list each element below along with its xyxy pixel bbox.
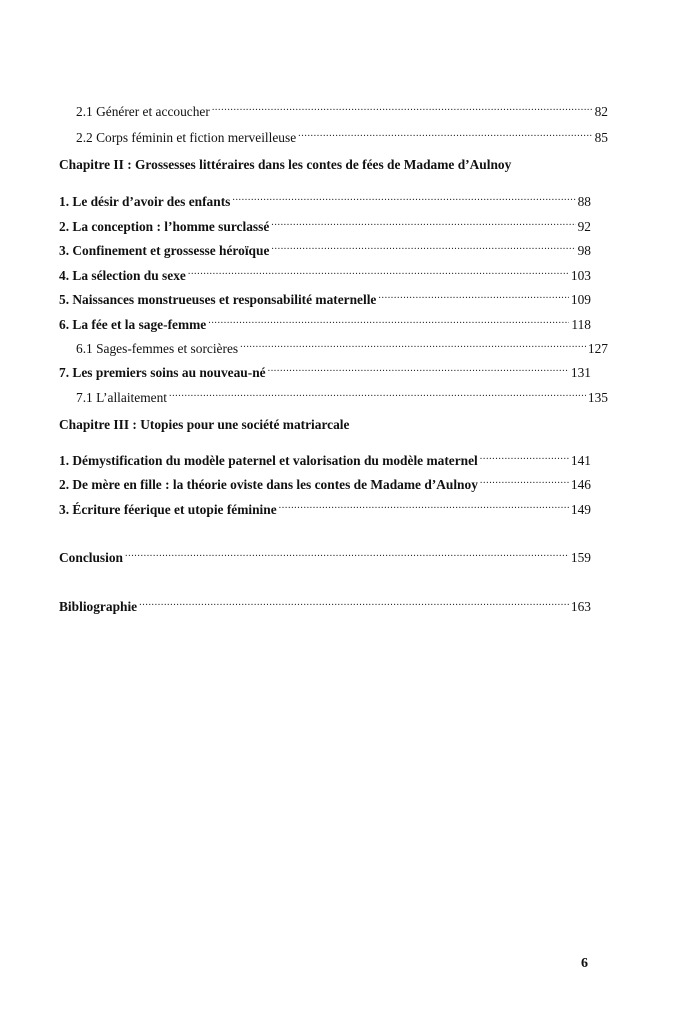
toc-entry-page: 92 [577,219,591,234]
dot-leader [298,126,592,142]
toc-entry-page: 82 [594,104,608,119]
toc-entry-page: 85 [594,130,608,145]
chapter-heading: Chapitre III : Utopies pour une société matriarcale [59,417,350,432]
toc-entry-title: 1. Démystification du modèle paternel et valorisation du modèle maternel [59,453,478,468]
toc-entry-title: 4. La sélection du sexe [59,268,186,283]
toc-entry-title: 2.2 Corps féminin et fiction merveilleuse [76,130,297,145]
toc-entry-page: 127 [587,341,608,356]
toc-entry-title: Bibliographie [59,599,138,614]
toc-entry[interactable] [59,264,591,283]
toc-entry-conclusion[interactable] [59,546,591,565]
toc-entry[interactable] [59,498,591,517]
dot-leader [271,239,575,255]
dot-leader [271,215,575,231]
dot-leader [169,386,586,402]
toc-entry[interactable] [59,100,608,119]
toc-entry-page: 109 [570,292,591,307]
dot-leader [208,313,569,329]
toc-entry-title: 3. Confinement et grossesse héroïque [59,243,270,258]
dot-leader [480,449,569,465]
toc-entry[interactable] [59,126,608,145]
toc-entry[interactable] [59,386,608,405]
toc-entry-page: 103 [570,268,591,283]
toc-entry-page: 146 [570,477,591,492]
dot-leader [268,361,569,377]
dot-leader [232,190,575,206]
toc-entry[interactable] [59,473,591,492]
toc-entry-title: 7. Les premiers soins au nouveau-né [59,365,266,380]
dot-leader [240,337,586,353]
toc-entry-title: 3. Écriture féerique et utopie féminine [59,502,277,517]
dot-leader [139,595,569,611]
toc-entry-page: 98 [577,243,591,258]
toc-entry[interactable] [59,313,591,332]
dot-leader [480,473,569,489]
page-number: 6 [581,956,588,971]
toc-entry-page: 149 [570,502,591,517]
toc-entry-title: 7.1 L’allaitement [76,390,167,405]
toc-entry-title: 6.1 Sages-femmes et sorcières [76,341,239,356]
toc-entry-title: Conclusion [59,550,123,565]
dot-leader [188,264,569,280]
dot-leader [212,100,593,116]
toc-entry-page: 163 [570,599,591,614]
toc-entry-title: 5. Naissances monstrueuses et responsabilité maternelle [59,292,377,307]
toc-entry[interactable] [59,190,591,209]
toc-entry-title: 1. Le désir d’avoir des enfants [59,194,231,209]
toc-entry-page: 135 [587,390,608,405]
toc-entry-title: 2. La conception : l’homme surclassé [59,219,270,234]
toc-entry-page: 118 [571,317,591,332]
toc-entry[interactable] [59,239,591,258]
toc-entry-page: 88 [577,194,591,209]
toc-entry[interactable] [59,449,591,468]
dot-leader [378,288,569,304]
toc-entry-page: 141 [570,453,591,468]
dot-leader [125,546,569,562]
toc-entry[interactable] [59,337,608,356]
toc-entry[interactable] [59,288,591,307]
toc-entry-page: 159 [570,550,591,565]
toc-entry-title: 2.1 Générer et accoucher [76,104,210,119]
dot-leader [279,498,569,514]
toc-entry[interactable] [59,215,591,234]
chapter-heading: Chapitre II : Grossesses littéraires dans les contes de fées de Madame d’Aulnoy [59,157,512,172]
toc-entry-page: 131 [570,365,591,380]
toc-entry-title: 6. La fée et la sage-femme [59,317,207,332]
toc-entry-bibliography[interactable] [59,595,591,614]
toc-entry-title: 2. De mère en fille : la théorie oviste dans les contes de Madame d’Aulnoy [59,477,478,492]
toc-entry[interactable] [59,361,591,380]
